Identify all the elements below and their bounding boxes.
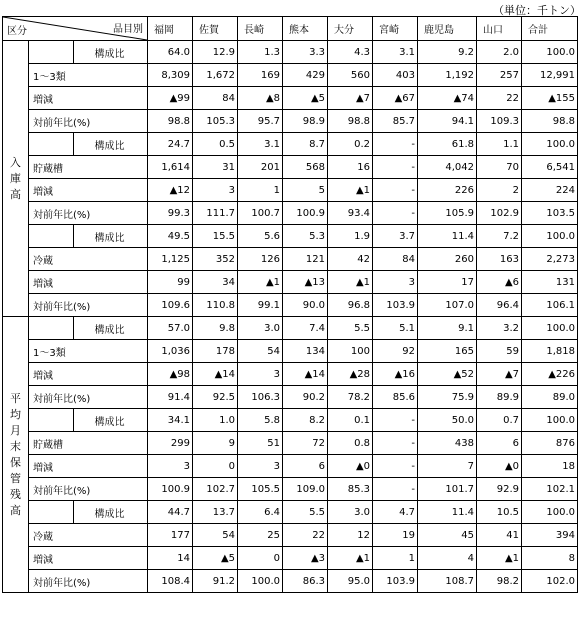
value-cell: 3 bbox=[238, 363, 283, 386]
value-cell: 7 bbox=[418, 455, 477, 478]
value-cell: 12,991 bbox=[522, 64, 578, 87]
value-cell: 34.1 bbox=[148, 409, 193, 432]
value-cell: 1.3 bbox=[238, 41, 283, 64]
value-cell: 201 bbox=[238, 156, 283, 179]
value-cell: 108.7 bbox=[418, 570, 477, 593]
value-cell: 260 bbox=[418, 248, 477, 271]
value-cell: 84 bbox=[193, 87, 238, 110]
storage-table bbox=[2, 16, 578, 593]
value-cell: 102.7 bbox=[193, 478, 238, 501]
value-cell: 0.5 bbox=[193, 133, 238, 156]
value-cell: 3.0 bbox=[328, 501, 373, 524]
value-cell: 99 bbox=[148, 271, 193, 294]
value-cell: 100.0 bbox=[522, 225, 578, 248]
value-cell: - bbox=[373, 133, 418, 156]
value-cell: 64.0 bbox=[148, 41, 193, 64]
value-cell: 42 bbox=[328, 248, 373, 271]
value-cell: 102.9 bbox=[477, 202, 522, 225]
value-cell: 54 bbox=[193, 524, 238, 547]
table-row bbox=[3, 110, 578, 133]
row-label: 貯蔵槽 bbox=[29, 432, 148, 455]
value-cell: 100.0 bbox=[522, 41, 578, 64]
col-header: 福岡 bbox=[148, 17, 193, 41]
value-cell: 86.3 bbox=[283, 570, 328, 593]
table-row bbox=[3, 87, 578, 110]
value-cell: 8 bbox=[522, 547, 578, 570]
row-label: 増減 bbox=[29, 363, 148, 386]
value-cell: 2,273 bbox=[522, 248, 578, 271]
table-row bbox=[3, 547, 578, 570]
value-cell: 9 bbox=[193, 432, 238, 455]
value-cell: 90.2 bbox=[283, 386, 328, 409]
value-cell: - bbox=[373, 202, 418, 225]
value-cell: - bbox=[373, 179, 418, 202]
value-cell: 1,614 bbox=[148, 156, 193, 179]
value-cell: 7.2 bbox=[477, 225, 522, 248]
col-header: 宮崎 bbox=[373, 17, 418, 41]
value-cell: 91.2 bbox=[193, 570, 238, 593]
value-cell: ▲99 bbox=[148, 87, 193, 110]
table-row bbox=[3, 133, 578, 156]
value-cell: ▲5 bbox=[193, 547, 238, 570]
value-cell: 92.9 bbox=[477, 478, 522, 501]
value-cell: 5.6 bbox=[238, 225, 283, 248]
value-cell: 5.5 bbox=[328, 317, 373, 340]
value-cell: 106.1 bbox=[522, 294, 578, 317]
value-cell: ▲1 bbox=[328, 547, 373, 570]
row-label: 冷蔵 bbox=[29, 524, 148, 547]
value-cell: 14 bbox=[148, 547, 193, 570]
value-cell: 177 bbox=[148, 524, 193, 547]
value-cell: 126 bbox=[238, 248, 283, 271]
value-cell: 96.8 bbox=[328, 294, 373, 317]
value-cell: ▲98 bbox=[148, 363, 193, 386]
value-cell: 403 bbox=[373, 64, 418, 87]
table-row bbox=[3, 202, 578, 225]
value-cell: 103.9 bbox=[373, 570, 418, 593]
value-cell: 178 bbox=[193, 340, 238, 363]
value-cell: 50.0 bbox=[418, 409, 477, 432]
table-row bbox=[3, 570, 578, 593]
value-cell: 89.0 bbox=[522, 386, 578, 409]
value-cell: 102.0 bbox=[522, 570, 578, 593]
indent-cell bbox=[29, 225, 74, 248]
value-cell: 85.7 bbox=[373, 110, 418, 133]
value-cell: 57.0 bbox=[148, 317, 193, 340]
value-cell: 45 bbox=[418, 524, 477, 547]
value-cell: 3.3 bbox=[283, 41, 328, 64]
value-cell: 15.5 bbox=[193, 225, 238, 248]
section-label-text: 平均月末保管残高 bbox=[10, 391, 21, 517]
row-label: 増減 bbox=[29, 455, 148, 478]
value-cell: 84 bbox=[373, 248, 418, 271]
value-cell: 7.4 bbox=[283, 317, 328, 340]
value-cell: 100.0 bbox=[522, 133, 578, 156]
indent-cell bbox=[29, 41, 74, 64]
value-cell: 121 bbox=[283, 248, 328, 271]
value-cell: 0 bbox=[193, 455, 238, 478]
value-cell: 107.0 bbox=[418, 294, 477, 317]
value-cell: 102.1 bbox=[522, 478, 578, 501]
table-row bbox=[3, 248, 578, 271]
table-row bbox=[3, 455, 578, 478]
value-cell: 226 bbox=[418, 179, 477, 202]
value-cell: 100.7 bbox=[238, 202, 283, 225]
row-label: 構成比 bbox=[74, 225, 148, 248]
value-cell: 108.4 bbox=[148, 570, 193, 593]
value-cell: 100.0 bbox=[238, 570, 283, 593]
table-row bbox=[3, 363, 578, 386]
unit-label: （単位：千トン） bbox=[493, 4, 581, 17]
value-cell: 3 bbox=[193, 179, 238, 202]
row-label: 冷蔵 bbox=[29, 248, 148, 271]
value-cell: - bbox=[373, 432, 418, 455]
value-cell: 257 bbox=[477, 64, 522, 87]
value-cell: 6 bbox=[477, 432, 522, 455]
value-cell: 165 bbox=[418, 340, 477, 363]
value-cell: 1 bbox=[373, 547, 418, 570]
value-cell: 98.9 bbox=[283, 110, 328, 133]
value-cell: 3.2 bbox=[477, 317, 522, 340]
row-label: 1～3類 bbox=[29, 64, 148, 87]
value-cell: ▲28 bbox=[328, 363, 373, 386]
row-label: 増減 bbox=[29, 547, 148, 570]
value-cell: 876 bbox=[522, 432, 578, 455]
value-cell: 8.7 bbox=[283, 133, 328, 156]
header-row bbox=[3, 17, 578, 41]
section-label bbox=[3, 317, 29, 593]
value-cell: 429 bbox=[283, 64, 328, 87]
value-cell: 299 bbox=[148, 432, 193, 455]
value-cell: - bbox=[373, 156, 418, 179]
value-cell: 70 bbox=[477, 156, 522, 179]
value-cell: 1,036 bbox=[148, 340, 193, 363]
value-cell: ▲0 bbox=[328, 455, 373, 478]
table-row bbox=[3, 524, 578, 547]
value-cell: 0.8 bbox=[328, 432, 373, 455]
value-cell: 0.2 bbox=[328, 133, 373, 156]
row-label: 対前年比(%) bbox=[29, 478, 148, 501]
value-cell: 61.8 bbox=[418, 133, 477, 156]
value-cell: ▲14 bbox=[193, 363, 238, 386]
value-cell: 8.2 bbox=[283, 409, 328, 432]
col-header: 佐賀 bbox=[193, 17, 238, 41]
value-cell: 4.7 bbox=[373, 501, 418, 524]
value-cell: ▲13 bbox=[283, 271, 328, 294]
value-cell: 4.3 bbox=[328, 41, 373, 64]
value-cell: 1,818 bbox=[522, 340, 578, 363]
table-body bbox=[3, 17, 578, 593]
row-label: 対前年比(%) bbox=[29, 294, 148, 317]
value-cell: 6.4 bbox=[238, 501, 283, 524]
value-cell: 224 bbox=[522, 179, 578, 202]
hinmoku-label: 品目別 bbox=[113, 24, 143, 35]
row-label: 構成比 bbox=[74, 41, 148, 64]
value-cell: 109.6 bbox=[148, 294, 193, 317]
value-cell: 394 bbox=[522, 524, 578, 547]
value-cell: 78.2 bbox=[328, 386, 373, 409]
row-label: 構成比 bbox=[74, 133, 148, 156]
value-cell: 17 bbox=[418, 271, 477, 294]
value-cell: 2.0 bbox=[477, 41, 522, 64]
value-cell: 31 bbox=[193, 156, 238, 179]
value-cell: 9.1 bbox=[418, 317, 477, 340]
value-cell: 5 bbox=[283, 179, 328, 202]
row-label: 対前年比(%) bbox=[29, 110, 148, 133]
value-cell: 89.9 bbox=[477, 386, 522, 409]
value-cell: 1.0 bbox=[193, 409, 238, 432]
value-cell: 9.8 bbox=[193, 317, 238, 340]
value-cell: 91.4 bbox=[148, 386, 193, 409]
value-cell: 22 bbox=[477, 87, 522, 110]
value-cell: 109.3 bbox=[477, 110, 522, 133]
value-cell: 94.1 bbox=[418, 110, 477, 133]
value-cell: 1.1 bbox=[477, 133, 522, 156]
value-cell: 96.4 bbox=[477, 294, 522, 317]
value-cell: 54 bbox=[238, 340, 283, 363]
value-cell: 131 bbox=[522, 271, 578, 294]
value-cell: 16 bbox=[328, 156, 373, 179]
value-cell: 41 bbox=[477, 524, 522, 547]
value-cell: 85.3 bbox=[328, 478, 373, 501]
value-cell: 134 bbox=[283, 340, 328, 363]
value-cell: 9.2 bbox=[418, 41, 477, 64]
value-cell: 72 bbox=[283, 432, 328, 455]
value-cell: 100.0 bbox=[522, 317, 578, 340]
value-cell: ▲1 bbox=[328, 179, 373, 202]
row-label: 構成比 bbox=[74, 409, 148, 432]
value-cell: ▲1 bbox=[238, 271, 283, 294]
value-cell: 90.0 bbox=[283, 294, 328, 317]
value-cell: 85.6 bbox=[373, 386, 418, 409]
value-cell: 2 bbox=[477, 179, 522, 202]
value-cell: 3.1 bbox=[373, 41, 418, 64]
table-row bbox=[3, 317, 578, 340]
table-row bbox=[3, 386, 578, 409]
value-cell: 25 bbox=[238, 524, 283, 547]
value-cell: 101.7 bbox=[418, 478, 477, 501]
value-cell: 95.7 bbox=[238, 110, 283, 133]
kubun-label: 区分 bbox=[7, 26, 27, 37]
value-cell: 22 bbox=[283, 524, 328, 547]
value-cell: 59 bbox=[477, 340, 522, 363]
value-cell: 98.8 bbox=[522, 110, 578, 133]
value-cell: 100.0 bbox=[522, 501, 578, 524]
col-header: 合計 bbox=[522, 17, 578, 41]
value-cell: 105.9 bbox=[418, 202, 477, 225]
value-cell: 100.0 bbox=[522, 409, 578, 432]
value-cell: 75.9 bbox=[418, 386, 477, 409]
value-cell: 100.9 bbox=[283, 202, 328, 225]
row-label: 対前年比(%) bbox=[29, 386, 148, 409]
section-label bbox=[3, 41, 29, 317]
value-cell: 93.4 bbox=[328, 202, 373, 225]
value-cell: 92 bbox=[373, 340, 418, 363]
value-cell: ▲8 bbox=[238, 87, 283, 110]
value-cell: ▲7 bbox=[477, 363, 522, 386]
table-row bbox=[3, 64, 578, 87]
value-cell: 44.7 bbox=[148, 501, 193, 524]
value-cell: ▲52 bbox=[418, 363, 477, 386]
col-header: 大分 bbox=[328, 17, 373, 41]
value-cell: 163 bbox=[477, 248, 522, 271]
row-label: 貯蔵槽 bbox=[29, 156, 148, 179]
table-row bbox=[3, 501, 578, 524]
row-label: 増減 bbox=[29, 87, 148, 110]
value-cell: 12 bbox=[328, 524, 373, 547]
value-cell: 105.3 bbox=[193, 110, 238, 133]
value-cell: 11.4 bbox=[418, 225, 477, 248]
value-cell: 169 bbox=[238, 64, 283, 87]
col-header: 熊本 bbox=[283, 17, 328, 41]
indent-cell bbox=[29, 317, 74, 340]
value-cell: 13.7 bbox=[193, 501, 238, 524]
table-row bbox=[3, 271, 578, 294]
value-cell: ▲226 bbox=[522, 363, 578, 386]
value-cell: - bbox=[373, 478, 418, 501]
value-cell: 5.8 bbox=[238, 409, 283, 432]
value-cell: 24.7 bbox=[148, 133, 193, 156]
row-label: 対前年比(%) bbox=[29, 202, 148, 225]
row-label: 構成比 bbox=[74, 501, 148, 524]
value-cell: ▲1 bbox=[477, 547, 522, 570]
indent-cell bbox=[29, 409, 74, 432]
table-row bbox=[3, 294, 578, 317]
value-cell: ▲74 bbox=[418, 87, 477, 110]
value-cell: 8,309 bbox=[148, 64, 193, 87]
value-cell: 19 bbox=[373, 524, 418, 547]
row-label: 増減 bbox=[29, 271, 148, 294]
value-cell: 98.2 bbox=[477, 570, 522, 593]
value-cell: 12.9 bbox=[193, 41, 238, 64]
value-cell: 10.5 bbox=[477, 501, 522, 524]
row-label: 1～3類 bbox=[29, 340, 148, 363]
col-header: 山口 bbox=[477, 17, 522, 41]
table-row bbox=[3, 409, 578, 432]
value-cell: 6,541 bbox=[522, 156, 578, 179]
row-label: 増減 bbox=[29, 179, 148, 202]
value-cell: 51 bbox=[238, 432, 283, 455]
value-cell: 5.3 bbox=[283, 225, 328, 248]
value-cell: 98.8 bbox=[328, 110, 373, 133]
value-cell: ▲14 bbox=[283, 363, 328, 386]
value-cell: 3.1 bbox=[238, 133, 283, 156]
table-row bbox=[3, 478, 578, 501]
value-cell: 0 bbox=[238, 547, 283, 570]
value-cell: ▲155 bbox=[522, 87, 578, 110]
value-cell: 1 bbox=[238, 179, 283, 202]
indent-cell bbox=[29, 501, 74, 524]
value-cell: 3 bbox=[238, 455, 283, 478]
value-cell: 18 bbox=[522, 455, 578, 478]
value-cell: 1,125 bbox=[148, 248, 193, 271]
value-cell: 100.9 bbox=[148, 478, 193, 501]
value-cell: ▲12 bbox=[148, 179, 193, 202]
value-cell: 111.7 bbox=[193, 202, 238, 225]
value-cell: 11.4 bbox=[418, 501, 477, 524]
value-cell: 100 bbox=[328, 340, 373, 363]
value-cell: 105.5 bbox=[238, 478, 283, 501]
corner-cell bbox=[3, 17, 148, 41]
value-cell: ▲16 bbox=[373, 363, 418, 386]
col-header: 長崎 bbox=[238, 17, 283, 41]
value-cell: 0.7 bbox=[477, 409, 522, 432]
value-cell: 92.5 bbox=[193, 386, 238, 409]
value-cell: 4 bbox=[418, 547, 477, 570]
value-cell: 1,672 bbox=[193, 64, 238, 87]
value-cell: 106.3 bbox=[238, 386, 283, 409]
value-cell: 560 bbox=[328, 64, 373, 87]
value-cell: 5.5 bbox=[283, 501, 328, 524]
table-row bbox=[3, 41, 578, 64]
value-cell: 4,042 bbox=[418, 156, 477, 179]
value-cell: ▲67 bbox=[373, 87, 418, 110]
value-cell: 103.5 bbox=[522, 202, 578, 225]
value-cell: ▲5 bbox=[283, 87, 328, 110]
value-cell: 95.0 bbox=[328, 570, 373, 593]
value-cell: 109.0 bbox=[283, 478, 328, 501]
row-label: 対前年比(%) bbox=[29, 570, 148, 593]
value-cell: 49.5 bbox=[148, 225, 193, 248]
value-cell: ▲6 bbox=[477, 271, 522, 294]
value-cell: 3.0 bbox=[238, 317, 283, 340]
value-cell: 3 bbox=[373, 271, 418, 294]
value-cell: 103.9 bbox=[373, 294, 418, 317]
value-cell: 1.9 bbox=[328, 225, 373, 248]
value-cell: 568 bbox=[283, 156, 328, 179]
table-row bbox=[3, 156, 578, 179]
table-row bbox=[3, 340, 578, 363]
value-cell: 1,192 bbox=[418, 64, 477, 87]
row-label: 構成比 bbox=[74, 317, 148, 340]
value-cell: - bbox=[373, 409, 418, 432]
value-cell: 0.1 bbox=[328, 409, 373, 432]
indent-cell bbox=[29, 133, 74, 156]
value-cell: 99.1 bbox=[238, 294, 283, 317]
value-cell: 34 bbox=[193, 271, 238, 294]
table-row bbox=[3, 179, 578, 202]
value-cell: 352 bbox=[193, 248, 238, 271]
value-cell: 99.3 bbox=[148, 202, 193, 225]
value-cell: 98.8 bbox=[148, 110, 193, 133]
value-cell: 3 bbox=[148, 455, 193, 478]
value-cell: ▲1 bbox=[328, 271, 373, 294]
section-label-text: 入庫高 bbox=[10, 155, 21, 201]
col-header: 鹿児島 bbox=[418, 17, 477, 41]
value-cell: ▲7 bbox=[328, 87, 373, 110]
value-cell: 438 bbox=[418, 432, 477, 455]
table-row bbox=[3, 225, 578, 248]
value-cell: 6 bbox=[283, 455, 328, 478]
value-cell: ▲0 bbox=[477, 455, 522, 478]
table-row bbox=[3, 432, 578, 455]
value-cell: 5.1 bbox=[373, 317, 418, 340]
value-cell: 110.8 bbox=[193, 294, 238, 317]
value-cell: ▲3 bbox=[283, 547, 328, 570]
value-cell: 3.7 bbox=[373, 225, 418, 248]
value-cell: - bbox=[373, 455, 418, 478]
